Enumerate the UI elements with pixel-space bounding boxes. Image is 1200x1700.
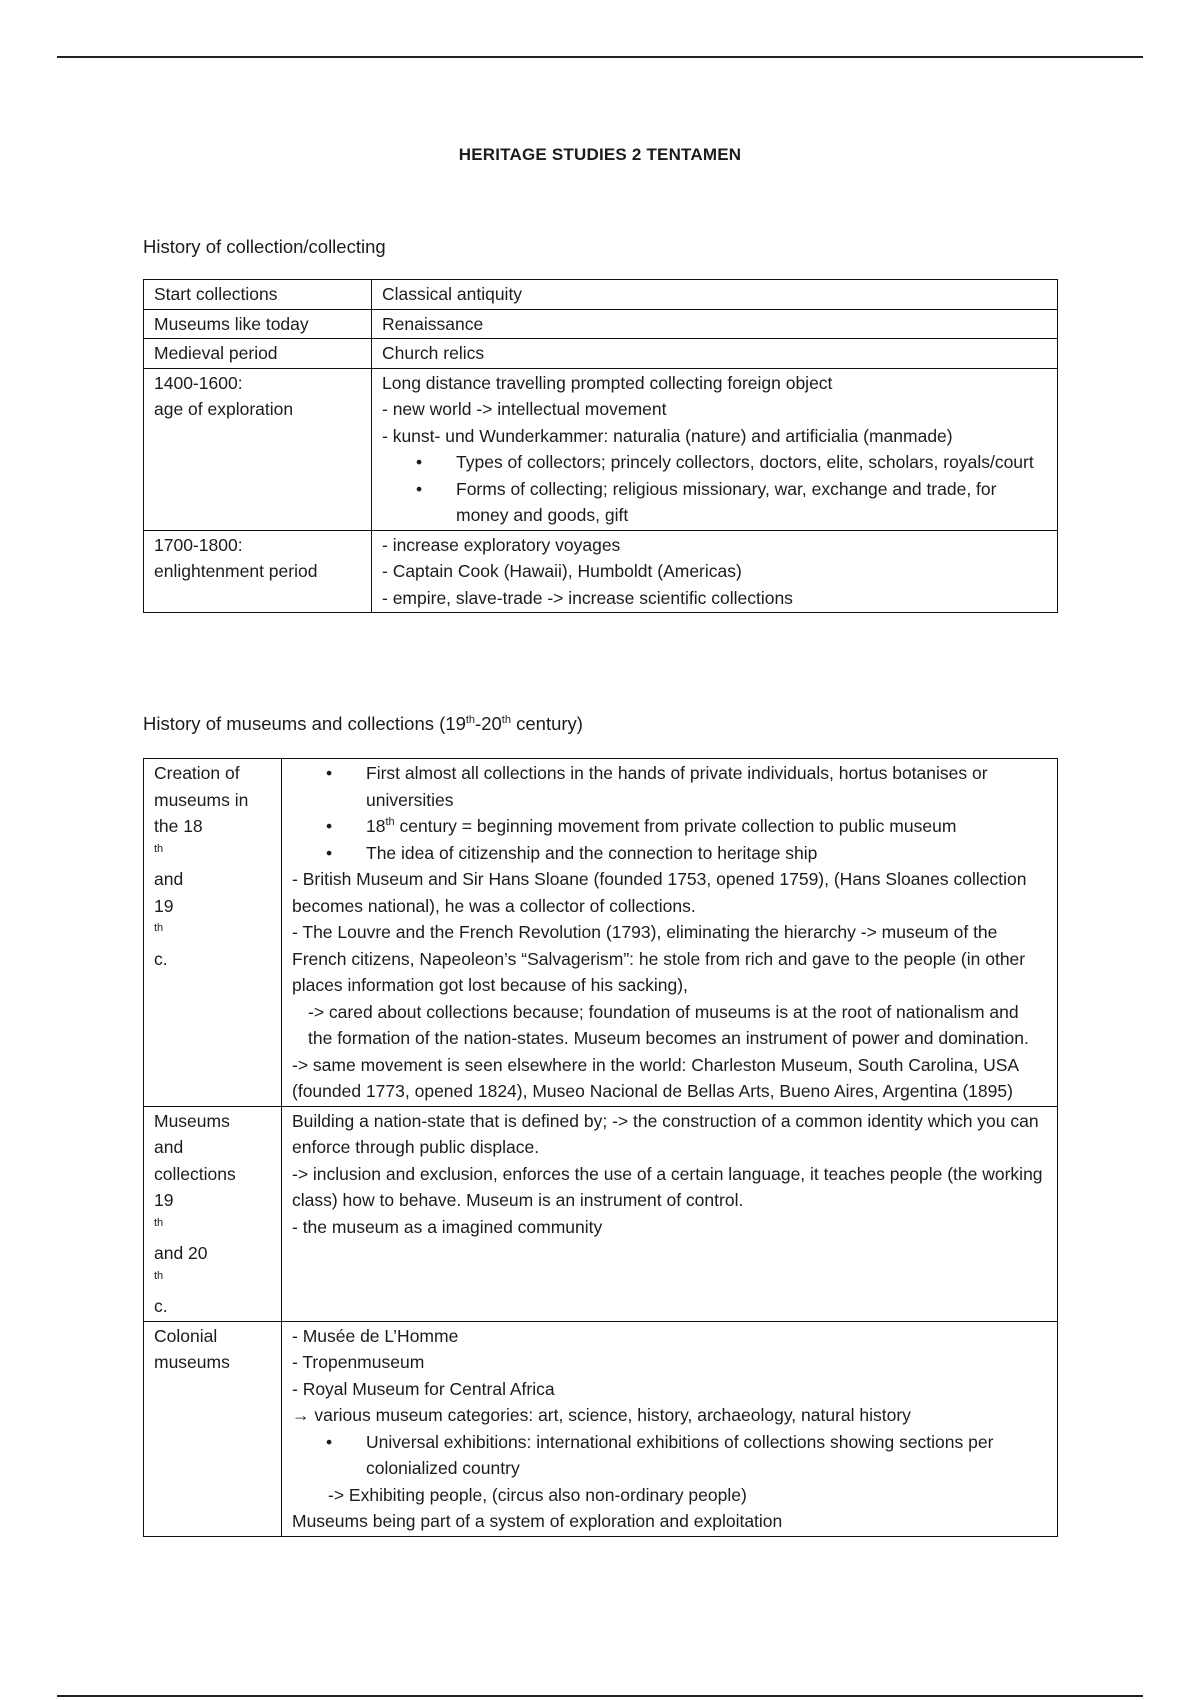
- page-title: HERITAGE STUDIES 2 TENTAMEN: [458, 145, 742, 164]
- row-key: 1400-1600: age of exploration: [144, 368, 372, 530]
- bullet-list: [382, 449, 1047, 529]
- row-value: Classical antiquity: [372, 280, 1058, 310]
- table-row: [144, 759, 1058, 1107]
- text-line: -> cared about collections because; foundation of museums is at the root of nationalism and the formation of the nation-states. Museum becomes an instrument of power and domination.: [308, 1001, 1029, 1048]
- text-line: Building a nation-state that is defined by; -> the construction of a common identity which you can enforce through public displace.: [292, 1110, 1039, 1157]
- row-value: [282, 1321, 1058, 1536]
- text-line: → various museum categories: art, science, history, archaeology, natural history: [292, 1405, 911, 1425]
- table-row: [144, 1106, 1058, 1321]
- text-line: - Captain Cook (Hawaii), Humboldt (Americas): [382, 561, 742, 581]
- text-line: - British Museum and Sir Hans Sloane (founded 1753, opened 1759), (Hans Sloanes collection becomes national), he was a collector of collections.: [292, 869, 1027, 916]
- row-key: Colonial museums: [144, 1321, 282, 1536]
- text-line: - the museum as a imagined community: [292, 1216, 603, 1237]
- table-row: [144, 280, 1058, 310]
- row-value: Church relics: [372, 339, 1058, 369]
- text-line: - The Louvre and the French Revolution (1793), eliminating the hierarchy -> museum of the French citizens, Napeoleon’s “Salvagerism”: he stole from rich and gave to the people (in other places information got lost because of his sacking),: [292, 922, 1026, 995]
- text-line: - empire, slave-trade -> increase scientific collections: [382, 587, 793, 608]
- list-item: • First almost all collections in the hands of private individuals, hortus botanises or universities: [366, 760, 1047, 813]
- text-line: - Tropenmuseum: [292, 1352, 425, 1372]
- table-row: [144, 339, 1058, 369]
- text-line: -> inclusion and exclusion, enforces the use of a certain language, it teaches people (the working class) how to behave. Museum is an instrument of control.: [292, 1163, 1043, 1210]
- row-value: [282, 759, 1058, 1107]
- row-key: Start collections: [144, 280, 372, 310]
- list-item: • Forms of collecting; religious missionary, war, exchange and trade, for money and goods, gift: [456, 476, 1047, 529]
- bullet-list: [292, 1429, 1047, 1482]
- collecting-history-table: [143, 279, 1058, 613]
- section-heading-museums: History of museums and collections (19th-20th century): [143, 713, 583, 734]
- list-item: • Types of collectors; princely collectors, doctors, elite, scholars, royals/court: [456, 449, 1047, 476]
- top-rule: [57, 56, 1143, 58]
- text-line: - Royal Museum for Central Africa: [292, 1378, 555, 1399]
- row-value: [372, 530, 1058, 613]
- list-item: • The idea of citizenship and the connection to heritage ship: [366, 840, 1047, 867]
- text-line: Museums being part of a system of exploration and exploitation: [292, 1511, 783, 1531]
- text-line: -> Exhibiting people, (circus also non-ordinary people): [328, 1484, 747, 1505]
- text-line: Long distance travelling prompted collecting foreign object: [382, 372, 833, 393]
- text-line: - new world -> intellectual movement: [382, 399, 667, 419]
- text-line: - increase exploratory voyages: [382, 534, 621, 555]
- text-line: - Musée de L’Homme: [292, 1325, 459, 1346]
- text-line: - kunst- und Wunderkammer: naturalia (nature) and artificialia (manmade): [382, 425, 953, 446]
- row-key: Museums like today: [144, 309, 372, 339]
- row-key: 1700-1800: enlightenment period: [144, 530, 372, 613]
- row-value: Renaissance: [372, 309, 1058, 339]
- list-item: • 18th century = beginning movement from private collection to public museum: [366, 813, 1047, 840]
- table-row: [144, 1321, 1058, 1536]
- table-row: [144, 530, 1058, 613]
- bullet-list: [292, 760, 1047, 866]
- table-row: [144, 368, 1058, 530]
- section-heading-collecting: History of collection/collecting: [143, 236, 386, 257]
- row-key: Medieval period: [144, 339, 372, 369]
- row-value: [282, 1106, 1058, 1321]
- row-key: Creation of museums in the 18 $^{th}$ and 19 $^{th}$ c.: [144, 759, 282, 1107]
- row-key: Museums and collections 19 $^{th}$ and 20 $^{th}$ c.: [144, 1106, 282, 1321]
- bottom-rule: [57, 1695, 1143, 1697]
- row-value: [372, 368, 1058, 530]
- table-row: [144, 309, 1058, 339]
- text-line: -> same movement is seen elsewhere in the world: Charleston Museum, South Carolina, USA (founded 1773, opened 1824), Museo Nacional de Bellas Arts, Bueno Aires, Argentina (1895): [292, 1054, 1019, 1101]
- museums-history-table: [143, 758, 1058, 1537]
- list-item: • Universal exhibitions: international exhibitions of collections showing sections per colonialized country: [366, 1429, 1047, 1482]
